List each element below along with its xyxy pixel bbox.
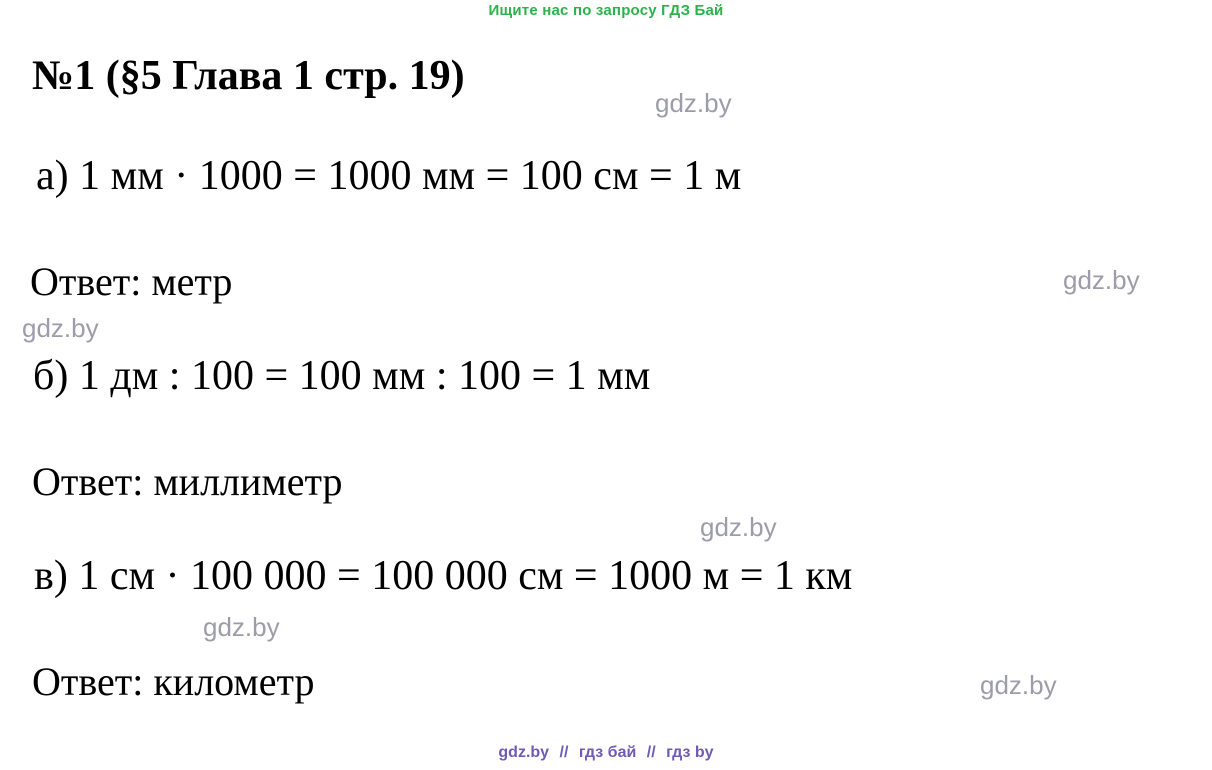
answer-b: Ответ: миллиметр	[32, 459, 343, 504]
page-title: №1 (§5 Глава 1 стр. 19)	[32, 53, 465, 99]
equation-a: а) 1 мм · 1000 = 1000 мм = 100 см = 1 м	[36, 153, 742, 199]
footer-link-gdzbai[interactable]: гдз бай	[578, 744, 637, 761]
watermark: gdz.by	[203, 612, 280, 642]
watermark: gdz.by	[1063, 265, 1140, 295]
footer-links	[0, 744, 1212, 762]
footer-separator: //	[646, 744, 656, 761]
watermark: gdz.by	[655, 88, 732, 118]
answer-v: Ответ: километр	[32, 659, 315, 704]
top-promo-banner: Ищите нас по запросу ГДЗ Бай	[488, 2, 724, 19]
footer-separator: //	[559, 744, 569, 761]
answer-a: Ответ: метр	[30, 259, 233, 304]
equation-b: б) 1 дм : 100 = 100 мм : 100 = 1 мм	[33, 353, 651, 399]
watermark: gdz.by	[700, 512, 777, 542]
footer-link-gdzby-lat[interactable]: гдз by	[666, 744, 714, 761]
watermark: gdz.by	[980, 670, 1057, 700]
watermark: gdz.by	[22, 313, 99, 343]
footer-link-gdzby[interactable]: gdz.by	[498, 744, 550, 761]
equation-v: в) 1 см · 100 000 = 100 000 см = 1000 м = 1 км	[34, 553, 853, 599]
